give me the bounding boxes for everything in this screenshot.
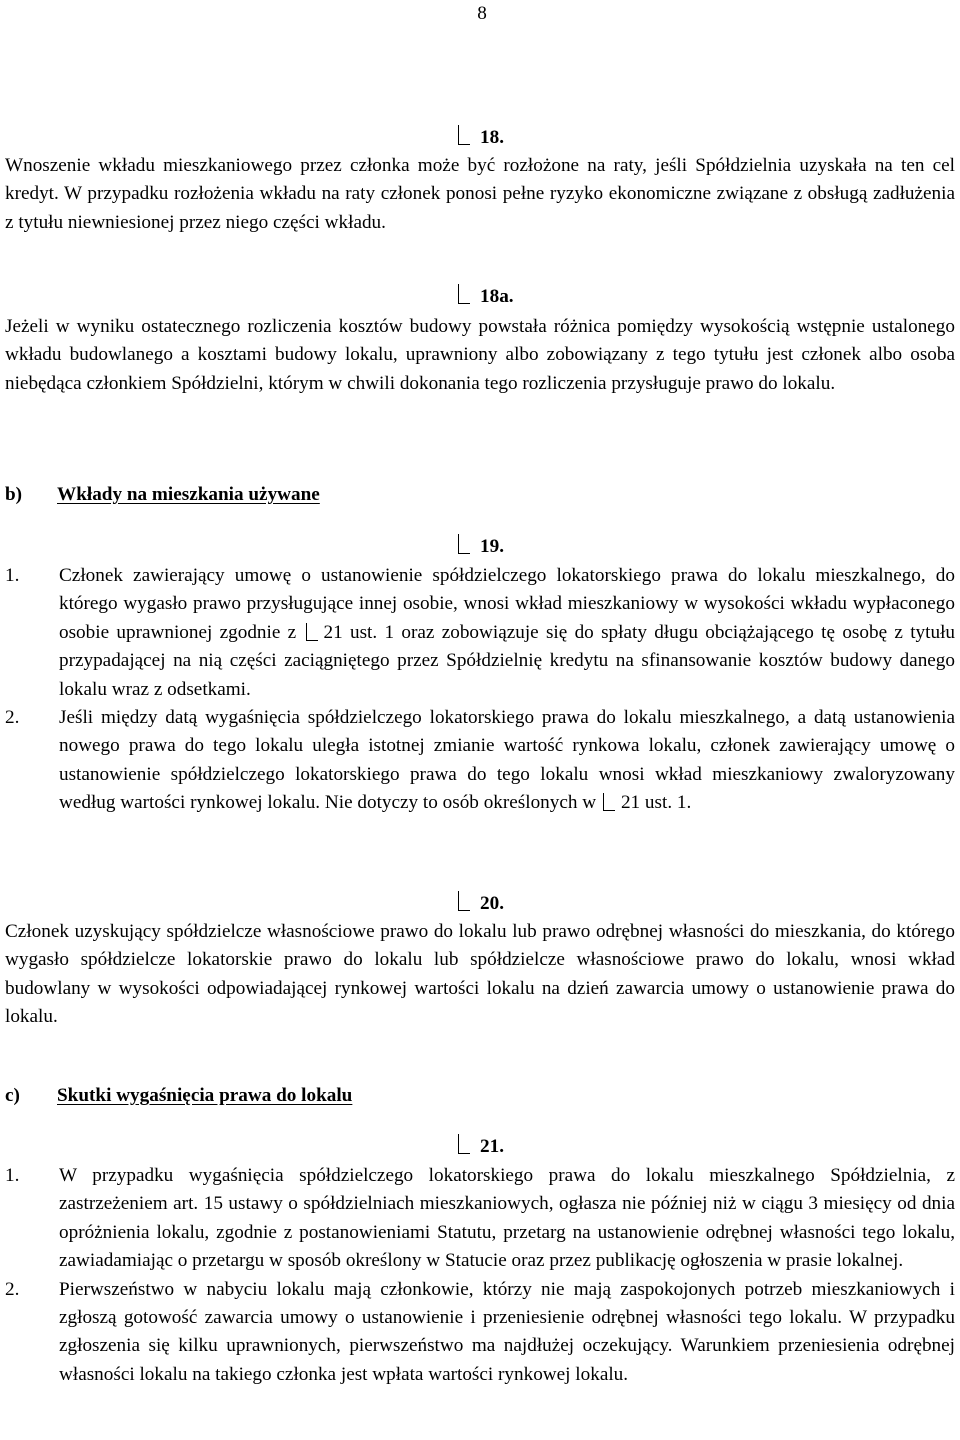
paragraph-18a-text: Jeżeli w wyniku ostatecznego rozliczenia kosztów budowy powstała różnica pomiędzy wysokością wstępnie ustalonego wkładu budowlanego a kosztami budowy lokalu, uprawniony albo zobowiązany z tego tytułu jest członek albo osoba niebędąca członkiem Spółdzielni, którym w chwili dokonania tego rozliczenia przysługuje prawo do lokalu. [5,316,955,394]
paragraph-heading-19 [458,533,504,561]
paragraph-number: 20. [480,893,504,914]
paragraph-number: 21. [480,1136,504,1157]
list-item-number: 1. [5,565,20,586]
paragraph-19-list [5,562,955,818]
list-item-text: 21 ust. 1. [620,792,692,814]
page-number: 8 [477,3,487,24]
section-c-title [5,1082,352,1110]
list-item-number: 1. [5,1165,20,1186]
section-letter: c) [5,1085,20,1106]
section-sign-icon [458,1134,470,1154]
paragraph-21-list [5,1162,955,1389]
list-item [5,1162,955,1276]
paragraph-18-text: Wnoszenie wkładu mieszkaniowego przez członka może być rozłożone na raty, jeśli Spółdzielnia uzyskała na ten cel kredyt. W przypadku rozłożenia wkładu na raty członek ponosi pełne ryzyko ekonomiczne związane z obsługą zadłużenia z tytułu niewniesionej przez niego części wkładu. [5,155,955,233]
list-item-number: 2. [5,707,20,729]
list-item-text: W przypadku wygaśnięcia spółdzielczego lokatorskiego prawa do lokalu mieszkalnego Spółdzielnia, z zastrzeżeniem art. 15 ustawy o spółdzielniach mieszkaniowych, ogłasza nie później niż w ciągu 3 miesięcy od dnia opróżnienia lokalu, zgodnie z postanowieniami Statutu, przetarg na ustanowienie odrębnej własności tego lokalu, zawiadamiając o przetargu w sposób określony w Statucie oraz przez publikację ogłoszenia w prasie lokalnej. [59,1165,955,1272]
section-letter: b) [5,484,23,505]
section-sign-icon [603,793,615,811]
section-sign-icon [458,534,470,554]
section-sign-icon [458,891,470,911]
paragraph-number: 18. [480,127,504,148]
list-item [5,704,955,818]
paragraph-20-text: Członek uzyskujący spółdzielcze własnościowe prawo do lokalu lub prawo odrębnej własności do mieszkania, do którego wygasło spółdzielcze lokatorskie prawo do lokalu lub spółdzielcze własnościowe prawo do lokalu, wnosi wkład budowlany w wysokości odpowiadającej rynkowej wartości lokalu na dzień zawarcia umowy o ustanowienie prawa do lokalu. [5,921,955,1028]
list-item-text: Jeśli między datą wygaśnięcia spółdzielczego lokatorskiego prawa do lokalu mieszkalnego, a datą ustanowienia nowego prawa do tego lokalu uległa istotnej zmianie wartość rynkowa lokalu, członek zawierający umowę o ustanowienie spółdzielczego lokatorskiego prawa do tego lokalu wnosi wkład mieszkaniowy zwaloryzowany według wartości rynkowej lokalu. Nie dotyczy to osób określonych w [59,707,955,814]
list-item-text: Członek zawierający umowę o ustanowienie spółdzielczego lokatorskiego prawa do lokalu mieszkalnego, do którego wygasło prawo przysługujące innej osobie, wnosi wkład mieszkaniowy w wysokości wkładu wypłaconego osobie uprawnionej zgodnie z [59,565,955,643]
section-title-text: Wkłady na mieszkania używane [57,484,320,505]
section-b-title [5,481,320,509]
list-item-text: Pierwszeństwo w nabyciu lokalu mają członkowie, którzy nie mają zaspokojonych potrzeb mieszkaniowych i zgłoszą gotowość zawarcia umowy o ustanowienie i przeniesienie odrębnej własności tego lokalu. W przypadku zgłoszenia się kilku uprawnionych, pierwszeństwo ma najdłużej oczekujący. Warunkiem przeniesienia odrębnej własności lokalu na takiego członka jest wpłata wartości rynkowej lokalu. [59,1278,955,1385]
paragraph-heading-18a [458,283,514,311]
paragraph-heading-21 [458,1133,504,1161]
list-item [5,562,955,704]
list-item-text: 21 ust. 1 oraz zobowiązuje się do spłaty długu obciążającego tę osobę z tytułu przypadającej na nią części zaciągniętego przez Spółdzielnię kredytu na sfinansowanie kosztów budowy danego lokalu wraz z odsetkami. [59,621,956,700]
section-title-text: Skutki wygaśnięcia prawa do lokalu [57,1085,353,1106]
section-sign-icon [306,623,318,641]
paragraph-heading-20 [458,890,504,918]
section-sign-icon [458,125,470,145]
paragraph-number: 18a. [480,286,514,307]
list-item-number: 2. [5,1278,20,1300]
paragraph-number: 19. [480,536,504,557]
list-item [5,1276,955,1390]
section-sign-icon [458,284,470,304]
paragraph-heading-18 [458,124,504,152]
